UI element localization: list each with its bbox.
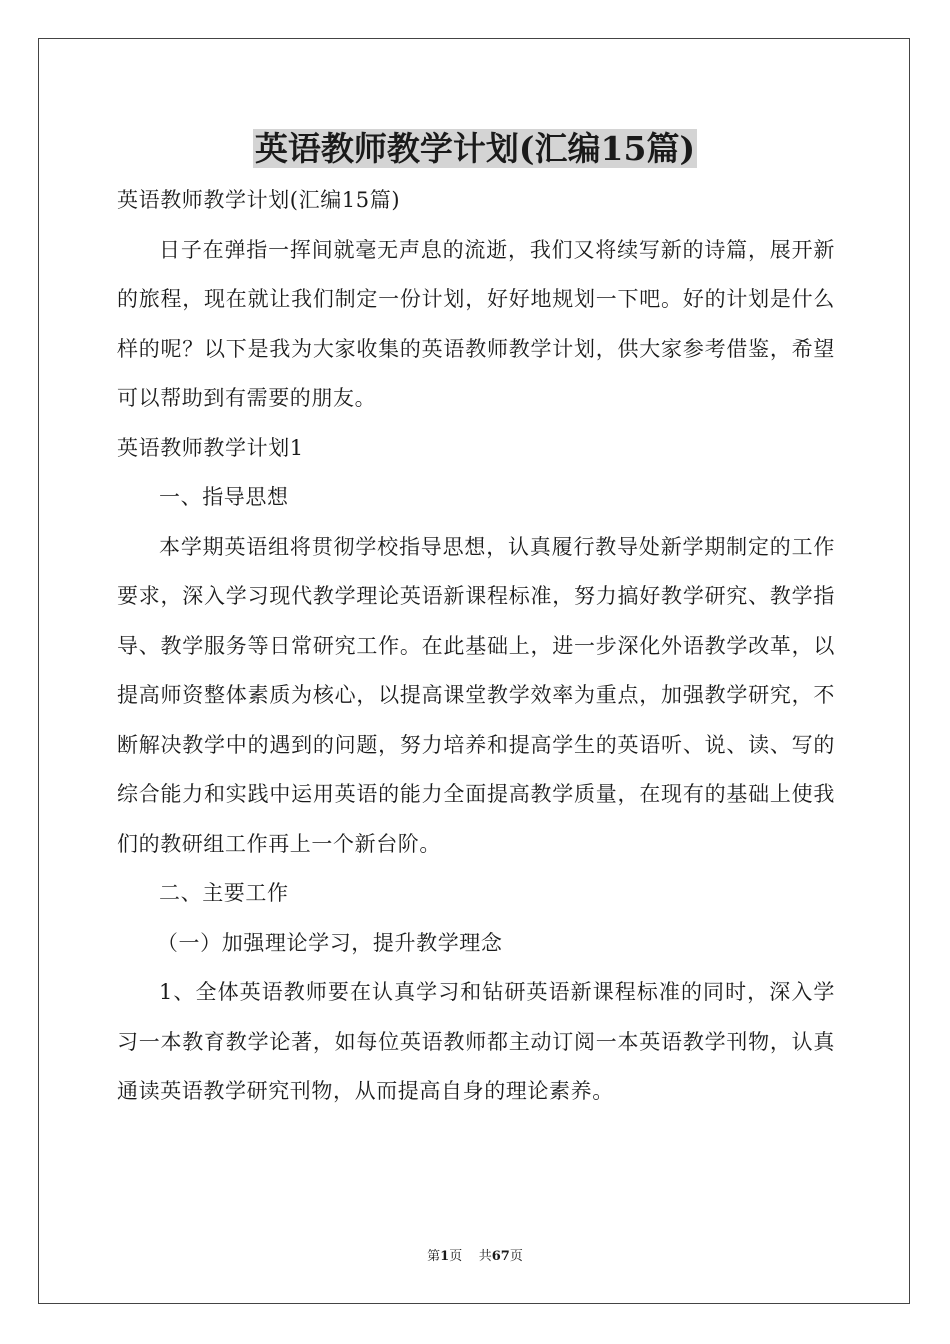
document-title [0, 127, 950, 171]
footer-prefix: 第 [427, 1249, 441, 1264]
footer-total-pages: 67 [491, 1249, 510, 1264]
paragraph-theory-study: 1、全体英语教师要在认真学习和钻研英语新课程标准的同时，深入学习一本教育教学论著，如每位英语教师都主动订阅一本英语教学刊物，认真通读英语教学研究刊物，从而提高自身的理论素养。 [117, 980, 835, 1103]
subheading-theory-study: （一）加强理论学习，提升教学理念 [156, 930, 503, 955]
footer-total-suffix: 页 [509, 1249, 523, 1264]
document-body [117, 176, 835, 1117]
footer-page-suffix: 页 [449, 1249, 463, 1264]
paragraph-guiding-thought: 本学期英语组将贯彻学校指导思想，认真履行教导处新学期制定的工作要求，深入学习现代教学理论英语新课程标准，努力搞好教学研究、教学指导、教学服务等日常研究工作。在此基础上，进一步深化外语教学改革，以提高师资整体素质为核心，以提高课堂教学效率为重点，加强教学研究，不断解决教学中的遇到的问题，努力培养和提高学生的英语听、说、读、写的综合能力和实践中运用英语的能力全面提高教学质量，在现有的基础上使我们的教研组工作再上一个新台阶。 [117, 534, 835, 856]
subtitle-line: 英语教师教学计划(汇编15篇) [117, 188, 401, 212]
document-title-text: 英语教师教学计划(汇编15篇) [254, 129, 696, 168]
footer-page-number: 1 [440, 1249, 450, 1264]
footer-total-prefix: 共 [478, 1249, 492, 1264]
heading-main-work: 二、主要工作 [159, 881, 289, 905]
section-title: 英语教师教学计划1 [117, 435, 304, 460]
page-footer [0, 1248, 950, 1266]
intro-paragraph: 日子在弹指一挥间就毫无声息的流逝，我们又将续写新的诗篇，展开新的旅程，现在就让我们制定一份计划，好好地规划一下吧。好的计划是什么样的呢？以下是我为大家收集的英语教师教学计划，供大家参考借鉴，希望可以帮助到有需要的朋友。 [117, 237, 835, 410]
heading-guiding-thought: 一、指导思想 [159, 485, 289, 509]
